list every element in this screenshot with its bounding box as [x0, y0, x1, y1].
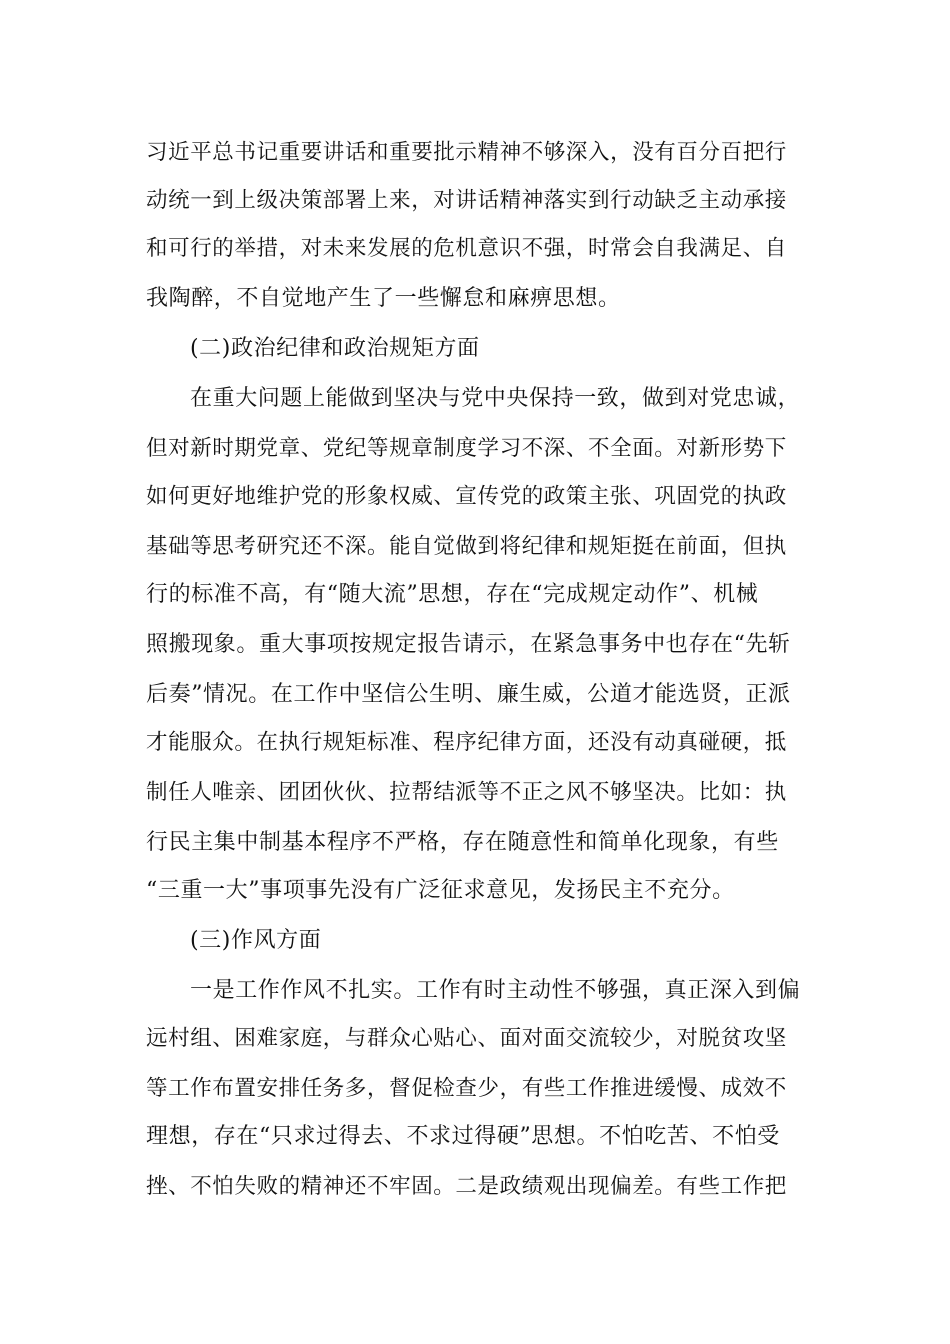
section-heading: (三)作风方面: [190, 928, 322, 953]
section-heading: (二)政治纪律和政治规矩方面: [190, 336, 480, 361]
text-line: “三重一大”事项事先没有广泛征求意见，发扬民主不充分。: [146, 878, 735, 903]
text-line: 制任人唯亲、团团伙伙、拉帮结派等不正之风不够坚决。比如：执: [146, 780, 787, 805]
text-line: 挫、不怕失败的精神还不牢固。二是政绩观出现偏差。有些工作把: [146, 1174, 787, 1199]
text-line: 照搬现象。重大事项按规定报告请示，在紧急事务中也存在“先斩: [146, 632, 791, 657]
text-line: 远村组、困难家庭，与群众心贴心、面对面交流较少，对脱贫攻坚: [146, 1026, 787, 1051]
text-line: 动统一到上级决策部署上来，对讲话精神落实到行动缺乏主动承接: [146, 188, 787, 213]
text-line: 才能服众。在执行规矩标准、程序纪律方面，还没有动真碰硬，抵: [146, 730, 787, 755]
text-line: 基础等思考研究还不深。能自觉做到将纪律和规矩挺在前面，但执: [146, 534, 787, 559]
text-line: 行的标准不高，有“随大流”思想，存在“完成规定动作”、机械: [146, 582, 759, 607]
text-line: 如何更好地维护党的形象权威、宣传党的政策主张、巩固党的执政: [146, 484, 787, 509]
text-line: 一是工作作风不扎实。工作有时主动性不够强，真正深入到偏: [190, 978, 801, 1003]
text-line: 但对新时期党章、党纪等规章制度学习不深、不全面。对新形势下: [146, 436, 787, 461]
text-line: 我陶醉，不自觉地产生了一些懈怠和麻痹思想。: [146, 286, 621, 311]
text-line: 行民主集中制基本程序不严格，存在随意性和简单化现象，有些: [146, 830, 779, 855]
text-line: 后奏”情况。在工作中坚信公生明、廉生威，公道才能选贤，正派: [146, 682, 791, 707]
text-line: 理想，存在“只求过得去、不求过得硬”思想。不怕吃苦、不怕受: [146, 1124, 780, 1149]
text-line: 习近平总书记重要讲话和重要批示精神不够深入，没有百分百把行: [146, 140, 787, 165]
text-line: 在重大问题上能做到坚决与党中央保持一致，做到对党忠诚，: [190, 386, 801, 411]
text-line: 和可行的举措，对未来发展的危机意识不强，时常会自我满足、自: [146, 236, 787, 261]
text-line: 等工作布置安排任务多，督促检查少，有些工作推进缓慢、成效不: [146, 1076, 787, 1101]
